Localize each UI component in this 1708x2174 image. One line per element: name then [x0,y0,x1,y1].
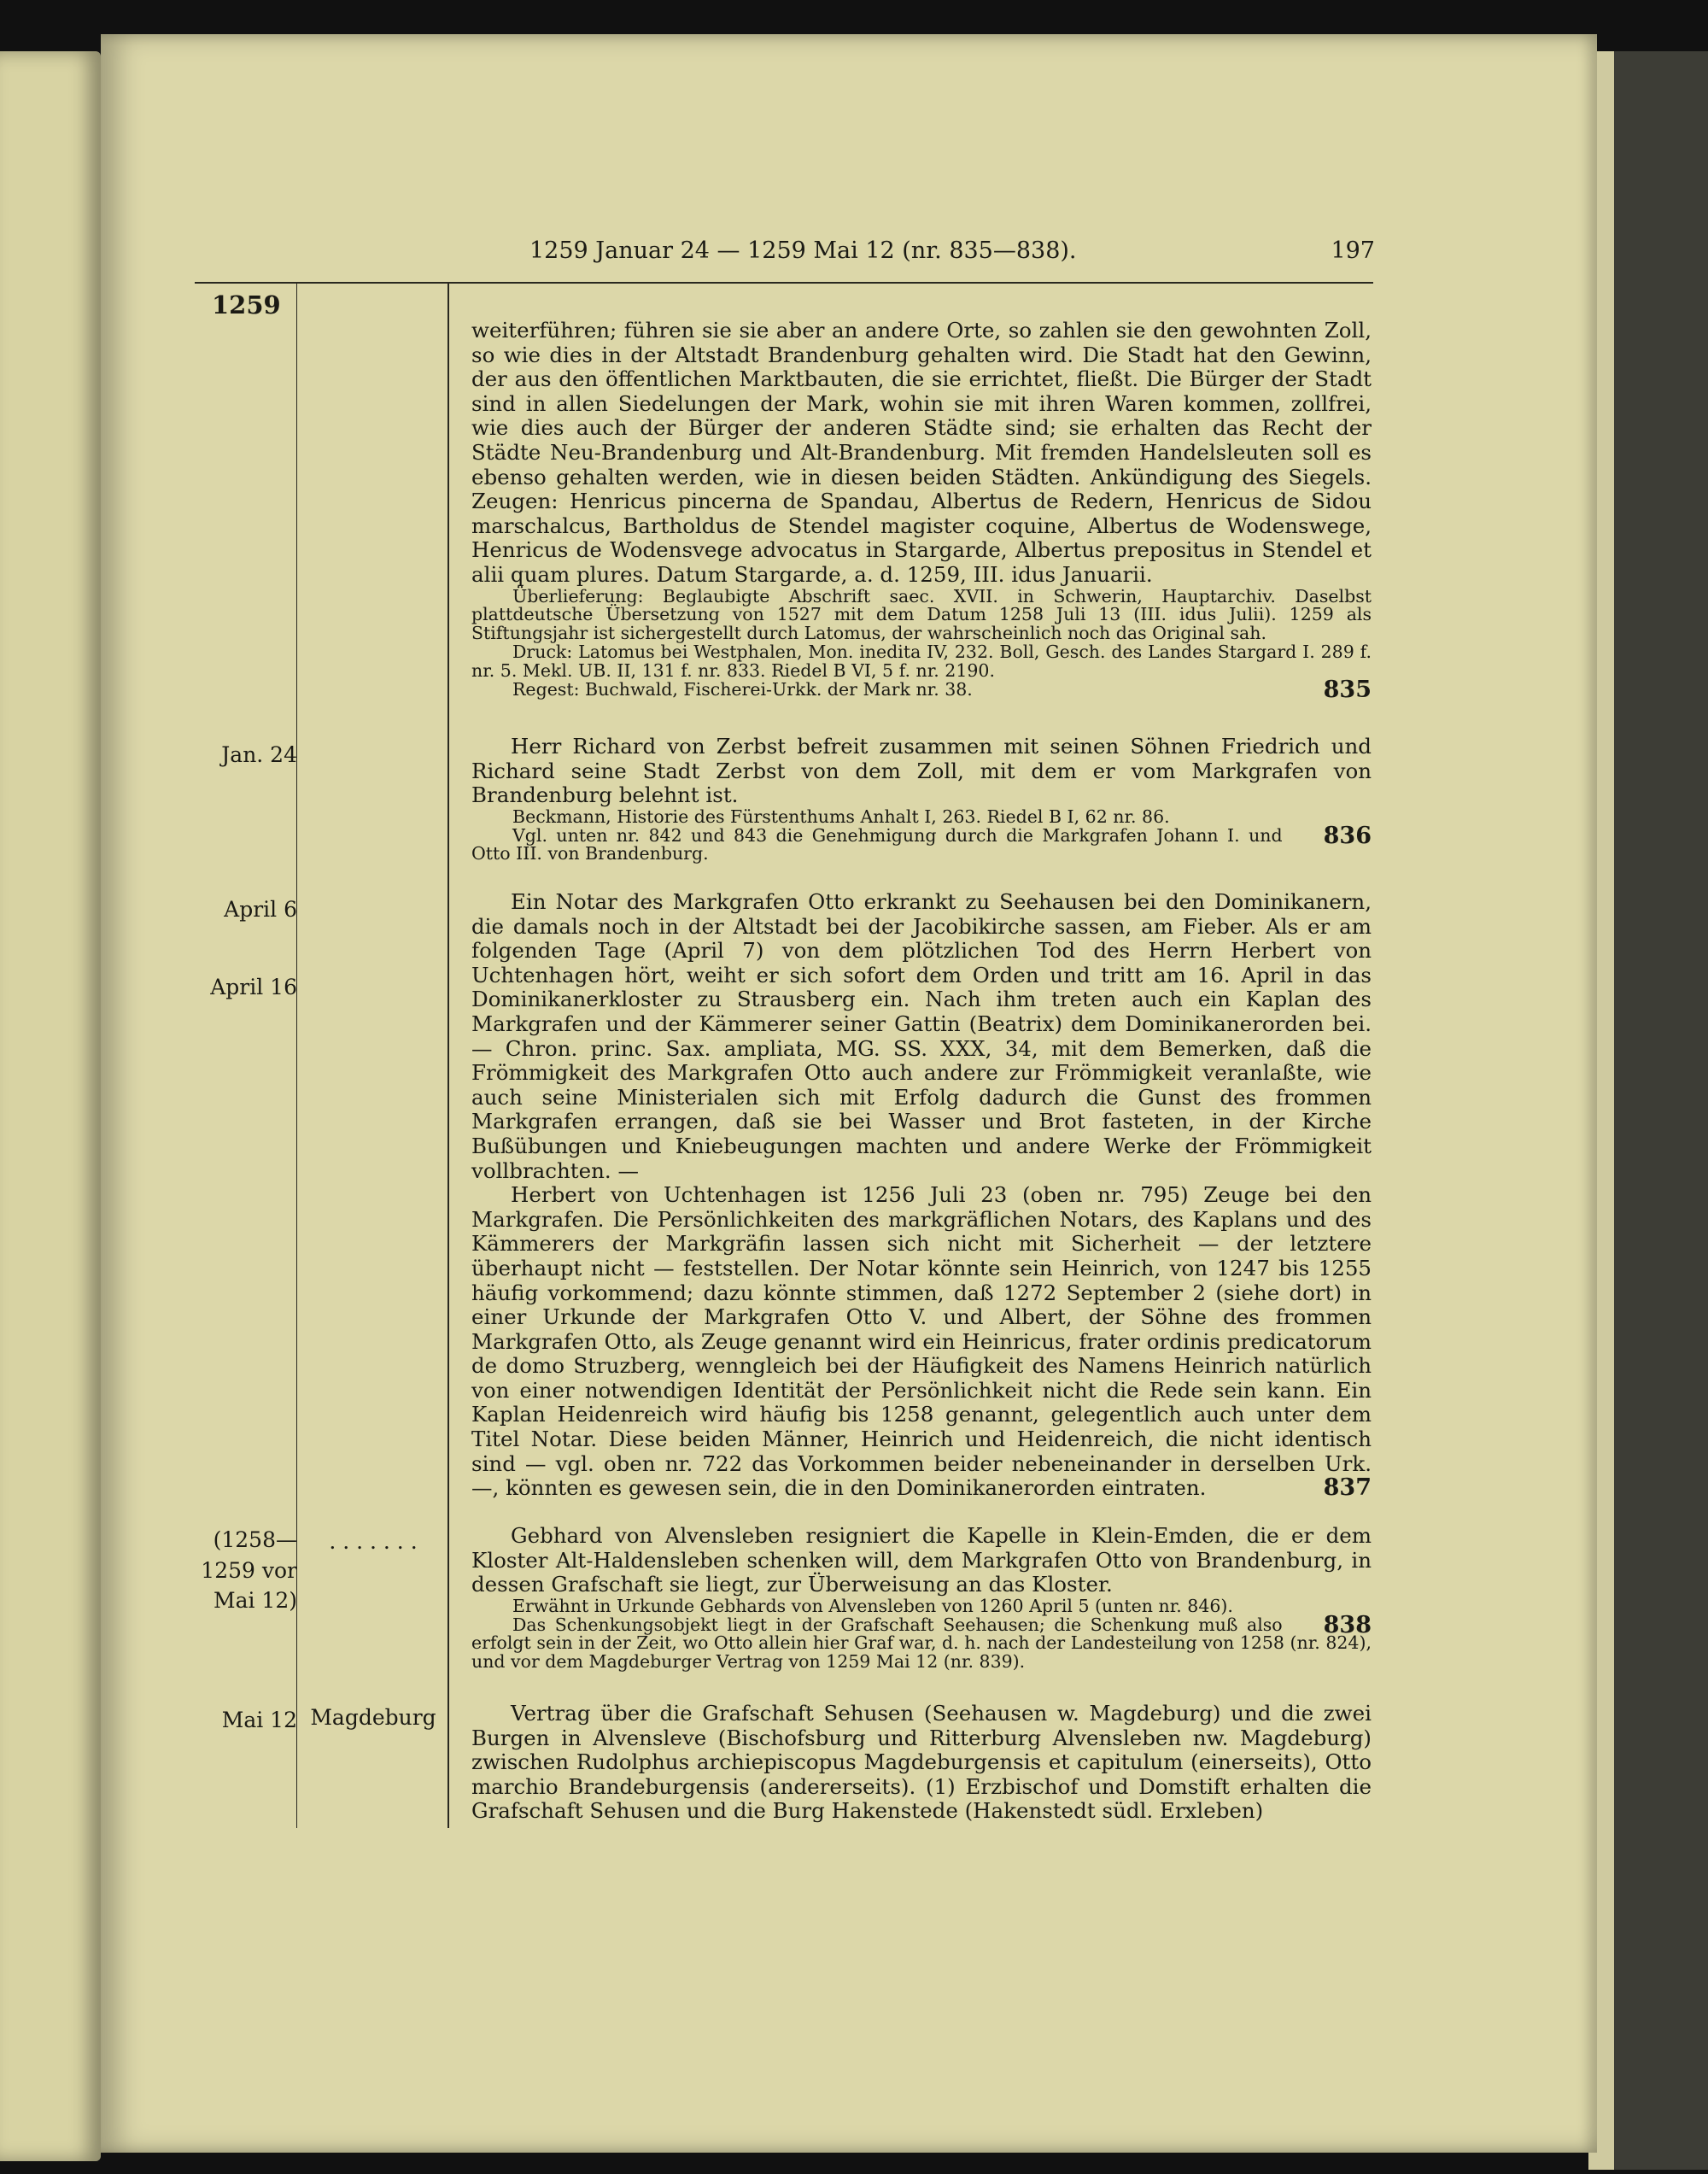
entry-number-835: 835 [1323,676,1372,703]
entry-number-837: 837 [1323,1474,1372,1502]
entry-838-mention-note: Erwähnt in Urkunde Gebhards von Alvensleben von 1260 April 5 (unten nr. 846). [512,1595,1233,1616]
date-undated: (1258— 1259 vor Mai 12) [201,1527,297,1613]
entry-838-dating-note: Das Schenkungsobjekt liegt in der Grafschaft Seehausen; die Schenkung muß also erfolgt sein in der Zeit, wo Otto allein hier Graf war, d. h. nach der Landesteilung von 1258 (nr. 824), und vor dem Magdeburger Vertrag von 1259 Mai 12 (nr. 839). [471,1614,1372,1673]
entry-835-print-note: Druck: Latomus bei Westphalen, Mon. inedita IV, 232. Boll, Gesch. des Landes Stargard I. 289 f. nr. 5. Mekl. UB. II, 131 f. nr. 833. Riedel B VI, 5 f. nr. 2190. [471,641,1372,681]
page-number: 197 [1331,237,1375,264]
date-mai-12: Mai 12 [221,1708,297,1732]
entry-835-regest-note: Regest: Buchwald, Fischerei-Urkk. der Mark nr. 38. [512,678,973,700]
entry-837 [471,890,1372,1501]
entry-835-text: weiterführen; führen sie sie aber an andere Orte, so zahlen sie den gewohnten Zoll, so wie dies in der Altstadt Brandenburg gehalten wird. Die Stadt hat den Gewinn, der aus den öffentlichen Marktbauten, die sie errichtet, fließt. Die Bürger der Stadt sind in allen Siedelungen der Mark, wohin sie mit ihren Waren kommen, zollfrei, wie dies auch der Bürger der anderen Städte sind; sie erhalten das Recht der Städte Neu-Brandenburg und Alt-Brandenburg. Mit fremden Handelsleuten soll es ebenso gehalten werden, wie in diesen beiden Städten. Ankündigung des Siegels. Zeugen: Henricus pincerna de Spandau, Albertus de Redern, Henricus de Sidou marschalcus, Bartholdus de Stendel magister coquine, Albertus de Wodenswege, Henricus de Wodensvege advocatus in Stargarde, Albertus prepositus in Stendel et alii quam plures. Datum Stargarde, a. d. 1259, III. idus Januarii. [471,318,1372,587]
entry-837-text: Ein Notar des Markgrafen Otto erkrankt zu Seehausen bei den Dominikanern, die damals noch in der Altstadt bei der Jacobikirche sassen, am Fieber. Als er am folgenden Tage (April 7) von dem plötzlichen Tod des Herrn Herbert von Uchtenhagen hört, weiht er sich sofort dem Orden und tritt am 16. April in das Dominikanerkloster zu Strausberg ein. Nach ihm treten auch ein Kaplan des Markgrafen und der Kämmerer seiner Gattin (Beatrix) dem Dominikanerorden bei. — Chron. princ. Sax. ampliata, MG. SS. XXX, 34, mit dem Bemerken, daß die Frömmigkeit des Markgrafen Otto auch andere zur Frömmigkeit veranlaßte, wie auch seine Ministerialen sich mit Erfolg dadurch die Gunst des frommen Markgrafen errangen, daß sie bei Wasser und Brot fasteten, in der Kirche Bußübungen und Kniebeugungen machten und andere Werke der Frömmigkeit vollbrachten. — [471,889,1372,1183]
entry-839 [471,1702,1372,1824]
entry-835-tradition-note: Überlieferung: Beglaubigte Abschrift saec. XVII. in Schwerin, Hauptarchiv. Daselbst plattdeutsche Übersetzung von 1527 mit dem Datum 1258 Juli 13 (III. idus Julii). 1259 als Stiftungsjahr ist sichergestellt durch Latomus, der wahrscheinlich noch das Original sah. [471,585,1372,644]
year-heading: 1259 [212,290,281,319]
entry-837-commentary: Herbert von Uchtenhagen ist 1256 Juli 23 (oben nr. 795) Zeuge bei den Markgrafen. Die Persönlichkeiten des markgräflichen Notars, des Kaplans und des Kämmerers der Markgräfin lassen sich nicht mit Sicherheit — der letztere überhaupt nicht — feststellen. Der Notar könnte sein Heinrich, von 1247 bis 1255 häufig vorkommend; dazu könnte stimmen, daß 1272 September 2 (siehe dort) in einer Urkunde der Markgrafen Otto V. und Albert, der Söhne des frommen Markgrafen Otto, als Zeuge genannt wird ein Heinricus, frater ordinis predicatorum de domo Struzberg, wenngleich bei der Häufigkeit des Namens Heinrich natürlich von einer notwendigen Identität der Persönlichkeit nicht die Rede sein kann. Ein Kaplan Heidenreich wird häufig bis 1258 genannt, gelegentlich auch unter dem Titel Notar. Diese beiden Männer, Heinrich und Heidenreich, die nicht identisch sind — vgl. oben nr. 722 das Vorkommen beider nebeneinander in derselben Urk. —, könnten es gewesen sein, die in den Dominikanerorden eintraten. [471,1182,1372,1501]
page-header [171,237,1375,272]
entry-836-reference-note: Vgl. unten nr. 842 und 843 die Genehmigung durch die Markgrafen Johann I. und Otto III. von Brandenburg. [471,824,1283,864]
entry-number-836: 836 [1323,822,1372,849]
place-magdeburg: Magdeburg [310,1705,436,1730]
entry-number-838: 838 [1323,1611,1372,1638]
book-cover-edge [1588,51,1708,2170]
entry-836-source-note: Beckmann, Historie des Fürstenthums Anhalt I, 263. Riedel B I, 62 nr. 86. [512,806,1170,827]
place-dots: . . . . . . . [329,1529,418,1554]
entry-838-text: Gebhard von Alvensleben resigniert die Kapelle in Klein-Emden, die er dem Kloster Alt-Haldensleben schenken will, dem Markgrafen Otto von Brandenburg, in dessen Grafschaft sie liegt, zur Überweisung an das Kloster. [471,1523,1372,1597]
entry-838 [471,1524,1372,1672]
date-april-16: April 16 [210,975,297,999]
entry-836 [471,735,1372,864]
header-rule [195,282,1373,284]
entry-839-text: Vertrag über die Grafschaft Sehusen (Seehausen w. Magdeburg) und die zwei Burgen in Alvensleve (Bischofsburg und Ritterburg Alvensleben nw. Magdeburg) zwischen Rudolphus archiepiscopus Magdeburgensis et capitulum (einerseits), Otto marchio Brandeburgensis (andererseits). (1) Erzbischof und Domstift erhalten die Grafschaft Sehusen und die Burg Hakenstede (Hakenstedt südl. Erxleben) [471,1701,1372,1824]
running-title: 1259 Januar 24 — 1259 Mai 12 (nr. 835—838). [529,237,1077,264]
entry-835 [471,318,1372,703]
column-rule-place [447,284,449,1828]
date-april-6: April 6 [224,897,297,922]
entry-836-text: Herr Richard von Zerbst befreit zusammen mit seinen Söhnen Friedrich und Richard seine Stadt Zerbst von dem Zoll, mit dem er vom Markgrafen von Brandenburg belehnt ist. [471,734,1372,808]
date-jan-24: Jan. 24 [221,742,297,767]
previous-page-edge [0,51,101,2161]
